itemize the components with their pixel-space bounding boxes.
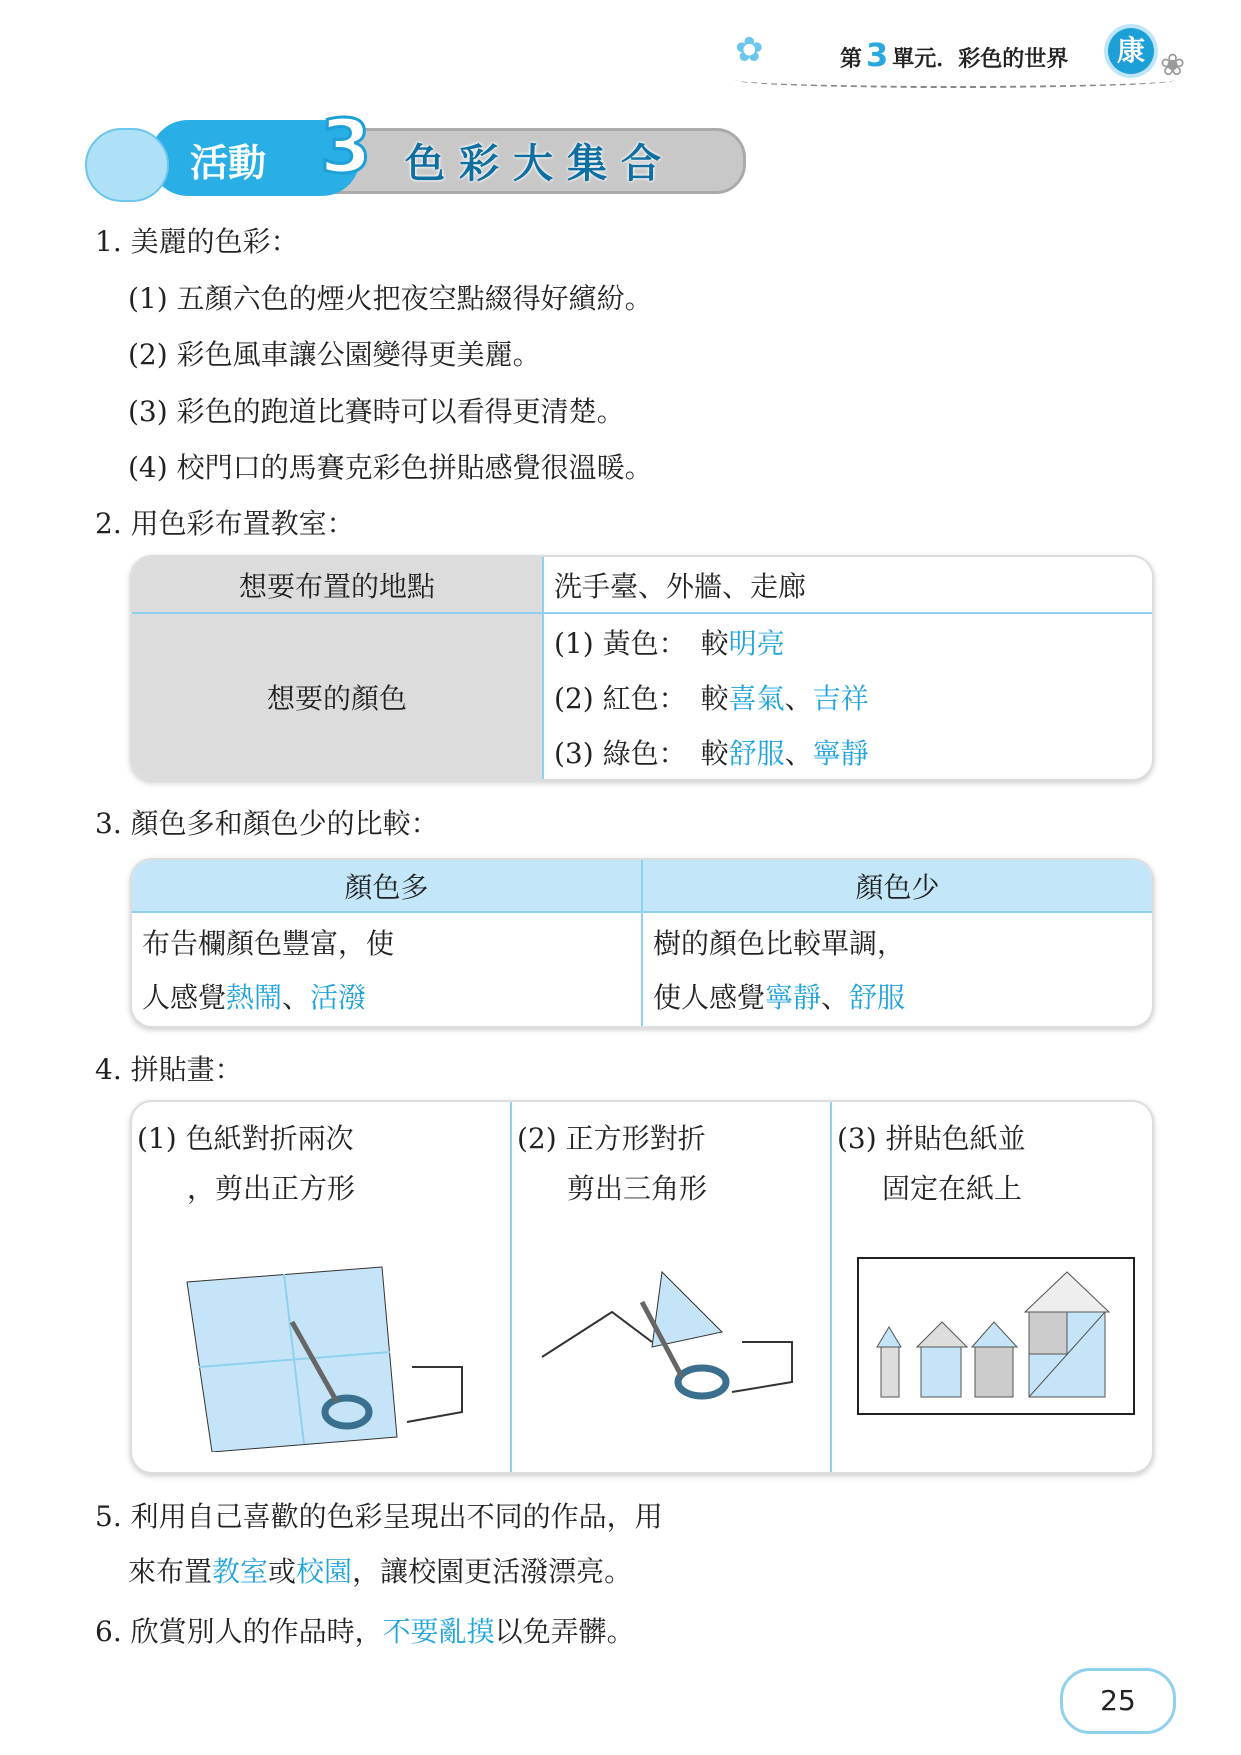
row-highlight-2: 寧靜 <box>812 736 869 770</box>
item-3-label: 3. 顏色多和顏色少的比較： <box>95 807 439 840</box>
highlight: 校園 <box>296 1555 353 1588</box>
row-text: (3) 綠色： 較 <box>554 736 729 770</box>
comparison-table <box>130 858 1154 1028</box>
row-text: (2) 紅色： 較 <box>554 681 729 715</box>
cell-highlight: 寧靜 <box>765 981 822 1014</box>
few-colors-cell <box>642 912 1152 1028</box>
item-1-sub-1: (1) 五顏六色的煙火把夜空點綴得好繽紛。 <box>128 282 653 315</box>
item-1-sub-2: (2) 彩色風車讓公園變得更美麗。 <box>128 338 541 371</box>
item-2-label: 2. 用色彩布置教室： <box>95 507 355 540</box>
step-line: 剪出三角形 <box>567 1172 708 1205</box>
item-5-line-2 <box>128 1550 632 1590</box>
cell-text: 布告欄顏色豐富，使 <box>142 927 395 960</box>
color-row-green <box>543 724 1152 779</box>
cell-text: 樹的顏色比較單調， <box>653 927 906 960</box>
activity-number: 3 <box>320 104 372 190</box>
text: 來布置 <box>128 1555 213 1588</box>
text: 以免弄髒。 <box>494 1615 635 1648</box>
header-few-colors: 顏色少 <box>642 860 1152 912</box>
item-1-label: 1. 美麗的色彩： <box>95 225 299 258</box>
publisher-badge: 康 <box>1108 28 1154 74</box>
activity-title: 色彩大集合 <box>405 141 675 187</box>
unit-header <box>840 36 1068 74</box>
cell-text: 人感覺 <box>142 981 227 1014</box>
step-3-text <box>837 1114 1026 1214</box>
step-line: 固定在紙上 <box>882 1172 1023 1205</box>
many-colors-cell <box>132 912 642 1028</box>
cut-triangle-scissors-illustration <box>532 1252 832 1452</box>
row-highlight-2: 吉祥 <box>812 681 869 715</box>
item-6 <box>95 1610 635 1650</box>
header-many-colors: 顏色多 <box>132 860 642 912</box>
text: 6. 欣賞別人的作品時， <box>95 1615 383 1648</box>
cell-text: 使人感覺 <box>653 981 766 1014</box>
text: ，讓校園更活潑漂亮。 <box>352 1555 633 1588</box>
dashed-divider <box>735 72 1175 88</box>
step-line: (1) 色紙對折兩次 <box>137 1122 354 1155</box>
color-row-yellow <box>543 613 1152 669</box>
row-highlight: 舒服 <box>728 736 785 770</box>
bear-mascot-icon <box>85 128 169 202</box>
cell-highlight: 熱鬧 <box>226 981 283 1014</box>
cell-highlight: 活潑 <box>310 981 367 1014</box>
row-sep: 、 <box>784 681 813 715</box>
step-line: (2) 正方形對折 <box>517 1122 706 1155</box>
decoration-table <box>130 555 1154 781</box>
row-text: (1) 黃色： 較 <box>554 626 729 660</box>
collage-houses-illustration <box>857 1257 1137 1417</box>
item-1-sub-4: (4) 校門口的馬賽克彩色拼貼感覺很溫暖。 <box>128 451 653 484</box>
cell-sep: 、 <box>282 981 311 1014</box>
place-value: 洗手臺、外牆、走廊 <box>543 557 1152 613</box>
cell-highlight: 舒服 <box>849 981 906 1014</box>
step-2-text <box>517 1114 707 1214</box>
color-header: 想要的顏色 <box>132 613 543 779</box>
item-4-label: 4. 拼貼畫： <box>95 1053 243 1086</box>
row-highlight: 明亮 <box>728 626 785 660</box>
cell-sep: 、 <box>821 981 850 1014</box>
place-header: 想要布置的地點 <box>132 557 543 613</box>
fold-paper-scissors-illustration <box>172 1252 502 1452</box>
row-sep: 、 <box>784 736 813 770</box>
step-1-text <box>137 1114 355 1214</box>
collage-steps-panel <box>130 1100 1154 1474</box>
row-highlight: 喜氣 <box>728 681 785 715</box>
text: 或 <box>268 1555 297 1588</box>
highlight: 不要亂摸 <box>382 1615 495 1648</box>
flower-icon: ✿ <box>735 30 764 70</box>
item-1-sub-3: (3) 彩色的跑道比賽時可以看得更清楚。 <box>128 395 625 428</box>
item-5-line-1: 5. 利用自己喜歡的色彩呈現出不同的作品，用 <box>95 1500 663 1533</box>
unit-title: 單元．彩色的世界 <box>892 47 1069 72</box>
step-line: ，剪出正方形 <box>187 1172 356 1205</box>
unit-prefix: 第 <box>840 47 863 72</box>
color-row-red <box>543 669 1152 724</box>
bee-icon: ❀ <box>1160 48 1186 83</box>
activity-label: 活動 <box>190 141 267 185</box>
step-line: (3) 拼貼色紙並 <box>837 1122 1026 1155</box>
page-number: 25 <box>1060 1668 1176 1734</box>
column-divider <box>510 1102 512 1472</box>
unit-number: 3 <box>866 36 889 74</box>
highlight: 教室 <box>212 1555 269 1588</box>
